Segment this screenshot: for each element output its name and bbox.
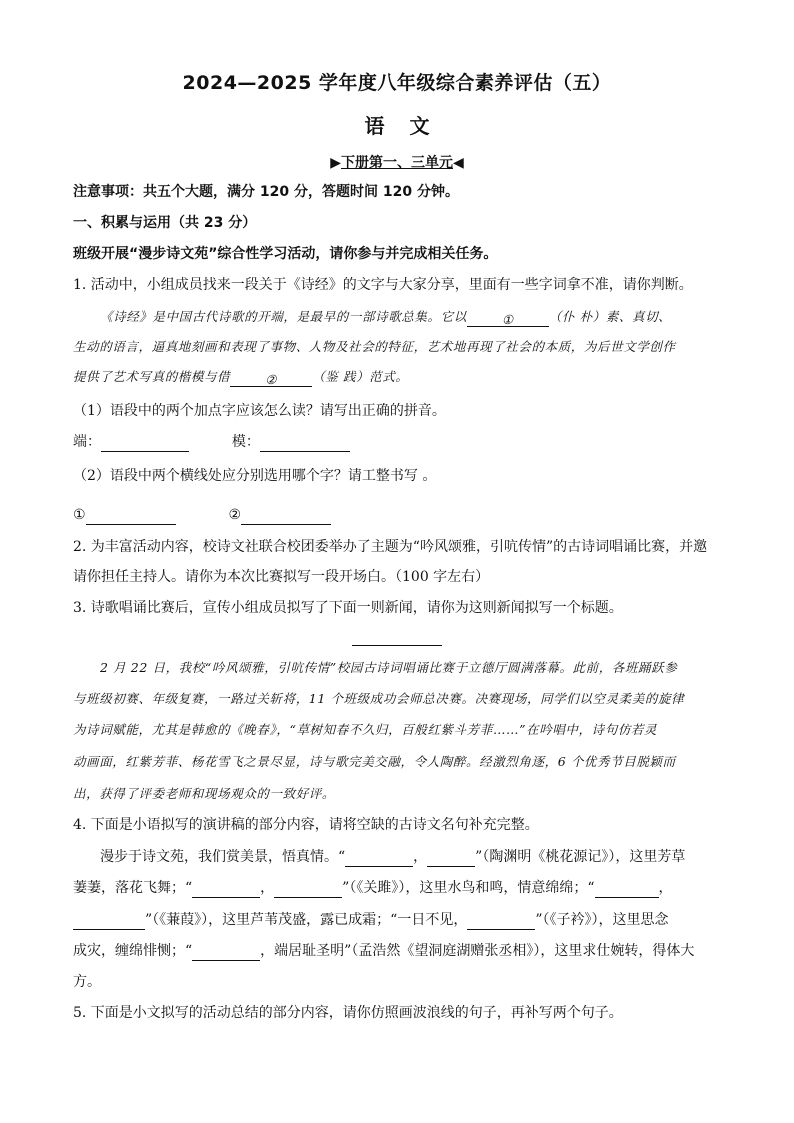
q4-line2: 萋萋，落花飞舞；“ ， ”（《关雎》），这里水鸟和鸣，情意绵绵；“ ，	[73, 880, 673, 896]
q3-news-line2: 与班级初赛、年级复赛，一路过关斩将，11 个班级成功会师总决赛。决赛现场，同学们以空灵柔美的旋律	[73, 691, 685, 706]
q4-blank6[interactable]	[73, 913, 145, 930]
q1-sub1: （1）语段中的两个加点字应该怎么读？请写出正确的拼音。	[73, 403, 446, 419]
q1-sub2-answers: ① ②	[73, 505, 723, 525]
answer-blank-1[interactable]	[86, 508, 176, 525]
section1-heading: 一、积累与运用（共 23 分）	[73, 215, 257, 231]
answer-blank-2[interactable]	[241, 508, 331, 525]
q1-stem: 1. 活动中，小组成员找来一段关于《诗经》的文字与大家分享，里面有一些字词拿不准，请你判断。	[73, 277, 693, 293]
q3-news-line5: 出，获得了评委老师和现场观众的一致好评。	[73, 786, 336, 801]
q1-blank2[interactable]: ②	[230, 370, 312, 387]
q4-line4: 成灾，缠绵悱恻；“ ，端居耻圣明”（孟浩然《望洞庭湖赠张丞相》），这里求仕婉转，得体大	[73, 943, 695, 959]
headline-blank[interactable]	[352, 645, 442, 646]
q4-blank4[interactable]	[274, 881, 342, 898]
q1-passage-line3: 提供了艺术写真的楷模与借 ② （鉴 践）范式。	[73, 369, 409, 387]
q4-blank8[interactable]	[192, 944, 260, 961]
scope-right-marker: ◀	[453, 155, 464, 171]
q1-blank1[interactable]: ①	[467, 310, 549, 327]
q4-line3: ”（《蒹葭》），这里芦苇茂盛，露已成霜；“一日不见， ”（《子衿》），这里思念	[73, 910, 723, 930]
notice: 注意事项：共五个大题，满分 120 分，答题时间 120 分钟。	[73, 184, 459, 200]
q1-sub1-answers: 端： 模：	[73, 432, 723, 452]
q4-blank5[interactable]	[595, 881, 659, 898]
q1-passage-line1: 《诗经》是中国古代诗歌的开端，是最早的一部诗歌总集。它以 ① （仆 朴）素、真切、	[100, 309, 672, 327]
section1-intro: 班级开展“漫步诗文苑”综合性学习活动，请你参与并完成相关任务。	[73, 246, 498, 262]
q4-blank2[interactable]	[427, 850, 475, 867]
subject-title: 语 文	[364, 114, 430, 138]
q4-blank3[interactable]	[192, 881, 260, 898]
q3-news-line4: 动画面，红紫芳菲、杨花雪飞之景尽显，诗与歌完美交融，令人陶醉。经激烈角逐，6 个优秀节目脱颖而	[73, 754, 676, 769]
q2-line1: 2. 为丰富活动内容，校诗文社联合校团委举办了主题为“吟风颂雅，引吭传情”的古诗词唱诵比赛，并邀	[73, 539, 708, 555]
answer-blank-mo[interactable]	[260, 435, 350, 452]
q3-stem: 3. 诗歌唱诵比赛后，宣传小组成员拟写了下面一则新闻，请你为这则新闻拟写一个标题。	[73, 600, 623, 616]
answer-blank-duan[interactable]	[101, 435, 189, 452]
q4-blank1[interactable]	[345, 850, 413, 867]
scope-label	[0, 152, 794, 172]
q3-news-line3: 为诗词赋能，尤其是韩愈的《晚春》，“草树知春不久归，百般红紫斗芳菲……”在吟唱中，诗句仿若灵	[73, 722, 658, 737]
scope-text: 下册第一、三单元	[341, 155, 453, 171]
q4-stem: 4. 下面是小语拟写的演讲稿的部分内容，请将空缺的古诗文名句补充完整。	[73, 817, 539, 833]
exam-title: 2024—2025 学年度八年级综合素养评估（五）	[182, 72, 612, 94]
q5-stem: 5. 下面是小文拟写的活动总结的部分内容，请你仿照画波浪线的句子，再补写两个句子。	[73, 1005, 623, 1021]
q2-line2: 请你担任主持人。请你为本次比赛拟写一段开场白。（100 字左右）	[73, 569, 490, 585]
q3-news-line1: 2 月 22 日，我校“吟风颂雅，引吭传情”校园古诗词唱诵比赛于立德厅圆满落幕。此前，各班踊跃参	[100, 660, 678, 675]
q1-sub2: （2）语段中两个横线处应分别选用哪个字？请工整书写 。	[73, 468, 437, 484]
q4-blank7[interactable]	[467, 913, 535, 930]
q4-line1: 漫步于诗文苑，我们赏美景，悟真情。“ ， ”（陶渊明《桃花源记》），这里芳草	[100, 849, 686, 865]
scope-left-marker: ▶	[330, 155, 341, 171]
q1-passage-line2: 生动的语言，逼真地刻画和表现了事物、人物及社会的特征，艺术地再现了社会的本质，为后世文学创作	[73, 339, 676, 354]
q4-line5: 方。	[73, 974, 101, 990]
